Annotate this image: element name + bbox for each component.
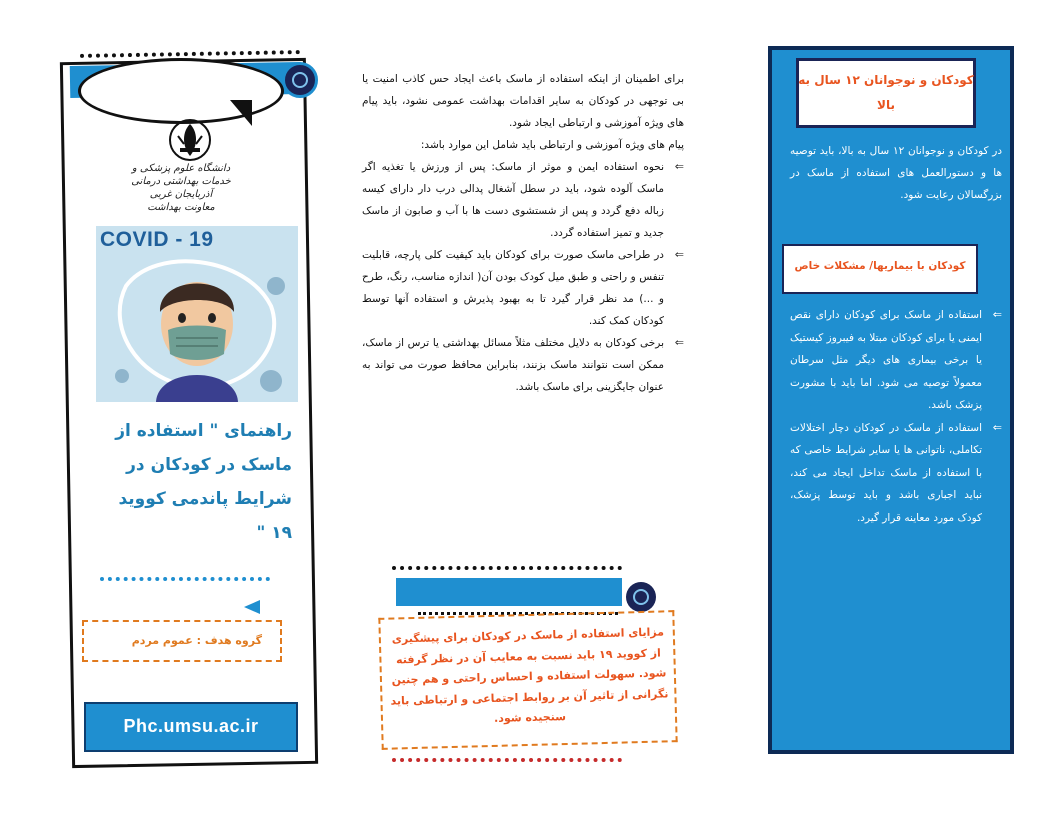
brochure-title: راهنمای " استفاده از ماسک در کودکان در شرایط پاندمی کووید ۱۹ " xyxy=(115,421,292,543)
website-link[interactable]: Phc.umsu.ac.ir xyxy=(123,716,259,736)
covid-badge: COVID - 19 xyxy=(100,228,214,251)
target-group-label: گروه هدف : عموم مردم xyxy=(131,634,262,647)
right-intro-text: در کودکان و نوجوانان ۱۲ سال به بالا، باید توصیه ها و دستورالعمل های استفاده از ماسک در بزرگسالان رعایت شود. xyxy=(790,145,1002,201)
benefit-callout-text: مزایای استفاده از ماسک در کودکان برای پیشگیری از کووید ۱۹ باید نسبت به معایب آن در نظر گرفته شود. سهولت استفاده و احساس راحتی و هم چنین نگرانی از تاثیر آن بر روابط اجتماعی و ارتباطی باید سنجیده شود. xyxy=(390,625,669,725)
arrow-bullet-icon: ⇐ xyxy=(674,336,684,349)
university-name: دانشگاه علوم پزشکی و خدمات بهداشتی درمانی آذربایجان غربی معاونت بهداشت xyxy=(116,162,246,214)
arrow-bullet-icon: ⇐ xyxy=(992,308,1002,321)
right-subheading: کودکان با بیماریها/ مشکلات خاص xyxy=(794,260,966,272)
list-item: ⇐ در طراحی ماسک صورت برای کودکان باید کیفیت کلی پارچه، قابلیت تنفس و راحتی و طبق میل کودک بودن آن( اندازه مناسب، رنگ، طرح و ...) مد نظر قرار گیرد تا به بهبود پذیرش و استفاده آنها توسط کودکان کمک کند. xyxy=(362,244,684,332)
list-item: ⇐ برخی کودکان به دلایل مختلف مثلاً مسائل بهداشتی یا ترس از ماسک، ممکن است نتوانند ماسک بزنند، بنابراین محافظ صورت می تواند به عنوان جایگزینی برای ماسک باشد. xyxy=(362,332,684,398)
list-item: ⇐ استفاده از ماسک در کودکان دچار اختلالات تکاملی، ناتوانی ها یا سایر شرایط خاصی که با استفاده از ماسک تداخل ایجاد می کند، نباید اجباری باشد و باید توسط پزشک، کودک مورد معاینه قرار گیرد. xyxy=(790,417,1002,530)
list-item: ⇐ استفاده از ماسک برای کودکان دارای نقص ایمنی یا برای کودکان مبتلا به فیبروز کیستیک یا برخی بیماری های دیگر مثل سرطان معمولاً توصیه می شود. اما باید با مشورت پزشک باشد. xyxy=(790,304,1002,417)
middle-body-text xyxy=(362,68,684,398)
university-emblem-logo xyxy=(168,118,212,162)
covid-illustration xyxy=(96,226,298,402)
decorative-dotted-line xyxy=(392,758,622,762)
decorative-dotted-line xyxy=(80,50,300,58)
decorative-dotted-line xyxy=(392,566,622,570)
intro-paragraph: برای اطمینان از اینکه استفاده از ماسک باعث ایجاد حس کاذب امنیت یا بی توجهی در کودکان به سایر اقدامات بهداشت عمومی نشود، باید پیام های ویژه آموزشی و ارتباطی ایجاد شود. xyxy=(362,73,684,129)
bullseye-icon xyxy=(282,62,318,98)
right-heading: کودکان و نوجوانان ۱۲ سال به بالا xyxy=(798,73,974,112)
lead-paragraph: پیام های ویژه آموزشی و ارتباطی باید شامل این موارد باشد: xyxy=(420,139,684,151)
list-item: ⇐ نحوه استفاده ایمن و موثر از ماسک: پس از ورزش یا تغذیه اگر ماسک آلوده شود، باید در سطل آشغال پدالی درب دار دارای کیسه زباله دفع گردد و پس از شستشوی دست ها با آب و صابون از ماسک جدید و تمیز استفاده گردد. xyxy=(362,156,684,244)
department-name: معاونت بهداشت xyxy=(147,202,215,213)
arrow-bullet-icon: ⇐ xyxy=(992,420,1002,434)
arrow-bullet-icon: ⇐ xyxy=(674,248,684,261)
speech-bubble xyxy=(78,58,284,124)
decorative-dotted-line xyxy=(100,577,270,581)
arrow-bullet-icon: ⇐ xyxy=(674,160,684,173)
bullseye-icon xyxy=(626,582,656,612)
decorative-band xyxy=(396,578,622,606)
arrow-left-icon xyxy=(244,600,260,614)
right-list xyxy=(790,304,1002,529)
speech-bubble-tail xyxy=(230,100,252,126)
